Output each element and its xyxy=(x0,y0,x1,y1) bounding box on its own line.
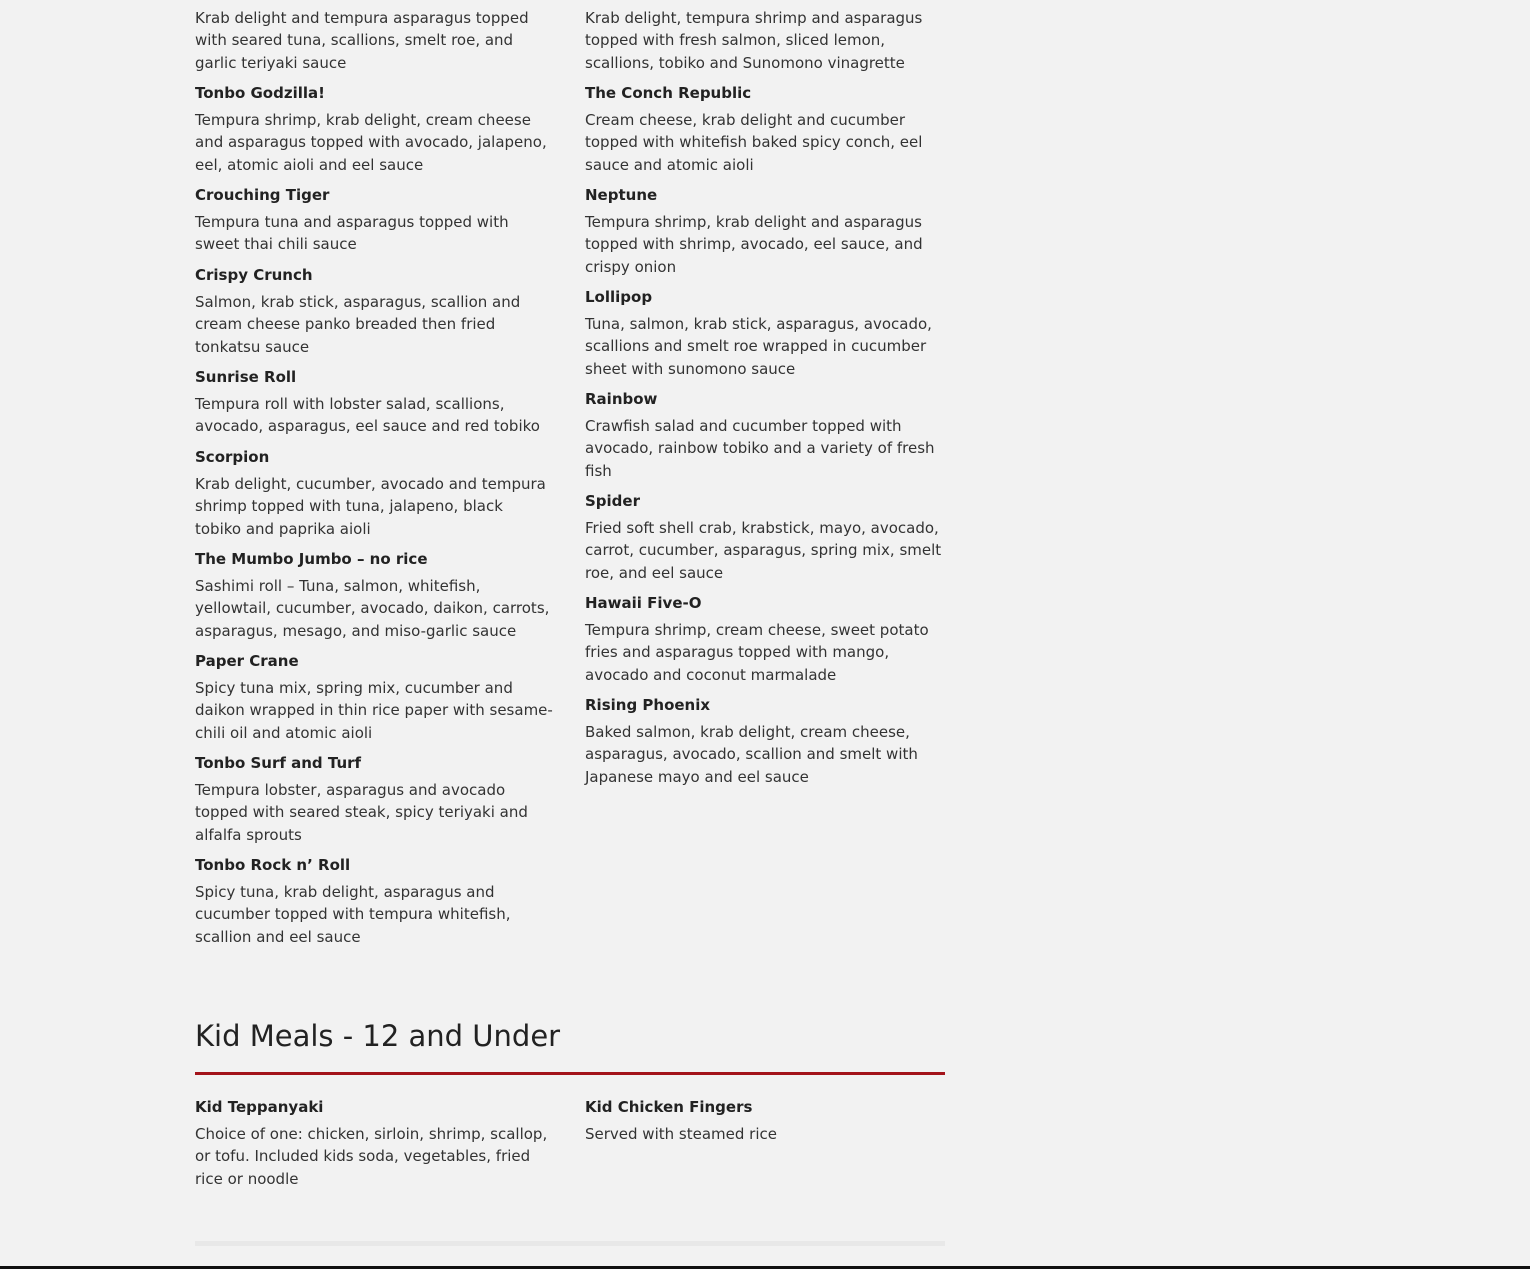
menu-item-name: The Conch Republic xyxy=(585,84,752,102)
menu-item-name: Spider xyxy=(585,492,640,510)
menu-item xyxy=(195,264,553,358)
menu-item-description: Krab delight, cucumber, avocado and tempura shrimp topped with tuna, jalapeno, black tobiko and paprika aioli xyxy=(195,475,546,538)
menu-item-name: Sunrise Roll xyxy=(195,368,297,386)
menu-item-description: Sashimi roll – Tuna, salmon, whitefish, yellowtail, cucumber, avocado, daikon, carrots, asparagus, mesago, and miso-garlic sauce xyxy=(195,577,550,640)
menu-item xyxy=(195,854,553,948)
menu-item xyxy=(585,490,943,584)
menu-item-description: Tempura shrimp, krab delight, cream cheese and asparagus topped with avocado, jalapeno, eel, atomic aioli and eel sauce xyxy=(195,111,547,174)
menu-item-description: Tempura shrimp, krab delight and asparagus topped with shrimp, avocado, eel sauce, and crispy onion xyxy=(585,213,923,276)
menu-item-description: Tempura shrimp, cream cheese, sweet potato fries and asparagus topped with mango, avocado and coconut marmalade xyxy=(585,621,929,684)
menu-item-name: Kid Chicken Fingers xyxy=(585,1098,753,1116)
section-divider xyxy=(195,1072,945,1075)
menu-item xyxy=(195,650,553,744)
menu-item-name: Tonbo Surf and Turf xyxy=(195,754,362,772)
menu-item-name: Paper Crane xyxy=(195,652,299,670)
menu-item-description: Krab delight and tempura asparagus topped with seared tuna, scallions, smelt roe, and garlic teriyaki sauce xyxy=(195,9,529,72)
menu-item xyxy=(585,7,943,74)
menu-item-description: Cream cheese, krab delight and cucumber topped with whitefish baked spicy conch, eel sauce and atomic aioli xyxy=(585,111,923,174)
menu-item xyxy=(585,592,943,686)
menu-item xyxy=(195,7,553,74)
menu-item-description: Krab delight, tempura shrimp and asparagus topped with fresh salmon, sliced lemon, scallions, tobiko and Sunomono vinagrette xyxy=(585,9,923,72)
menu-item xyxy=(195,82,553,176)
menu-item-name: Scorpion xyxy=(195,448,270,466)
menu-item-description: Crawfish salad and cucumber topped with avocado, rainbow tobiko and a variety of fresh fish xyxy=(585,417,935,480)
menu-item-name: Lollipop xyxy=(585,288,653,306)
menu-item-name: Crouching Tiger xyxy=(195,186,330,204)
menu-item-name: Crispy Crunch xyxy=(195,266,313,284)
menu-item xyxy=(195,366,553,438)
menu-item xyxy=(195,446,553,540)
menu-item xyxy=(585,286,943,380)
menu-item xyxy=(195,184,553,256)
menu-item-name: Rising Phoenix xyxy=(585,696,711,714)
menu-item-name: Hawaii Five-O xyxy=(585,594,702,612)
menu-item-description: Fried soft shell crab, krabstick, mayo, avocado, carrot, cucumber, asparagus, spring mix, smelt roe, and eel sauce xyxy=(585,519,942,582)
menu-item-description: Salmon, krab stick, asparagus, scallion and cream cheese panko breaded then fried tonkatsu sauce xyxy=(195,293,521,356)
menu-item xyxy=(195,752,553,846)
menu-item-description: Spicy tuna, krab delight, asparagus and cucumber topped with tempura whitefish, scallion and eel sauce xyxy=(195,883,511,946)
menu-item-name: Rainbow xyxy=(585,390,658,408)
menu-item xyxy=(195,548,553,642)
section-title-kid-meals: Kid Meals - 12 and Under xyxy=(195,1019,561,1053)
menu-item-name: Tonbo Godzilla! xyxy=(195,84,325,102)
menu-item xyxy=(585,184,943,278)
menu-item-description: Tempura roll with lobster salad, scallions, avocado, asparagus, eel sauce and red tobiko xyxy=(195,395,540,436)
menu-item-name: The Mumbo Jumbo – no rice xyxy=(195,550,428,568)
menu-item-description: Tempura lobster, asparagus and avocado topped with seared steak, spicy teriyaki and alfalfa sprouts xyxy=(195,781,528,844)
menu-item-description: Tuna, salmon, krab stick, asparagus, avocado, scallions and smelt roe wrapped in cucumber sheet with sunomono sauce xyxy=(585,315,932,378)
menu-item-description: Tempura tuna and asparagus topped with sweet thai chili sauce xyxy=(195,213,509,254)
menu-item-name: Tonbo Rock n’ Roll xyxy=(195,856,351,874)
footer-divider xyxy=(195,1241,945,1246)
menu-item-description: Baked salmon, krab delight, cream cheese, asparagus, avocado, scallion and smelt with Japanese mayo and eel sauce xyxy=(585,723,918,786)
menu-item xyxy=(195,1096,553,1190)
menu-item-description: Served with steamed rice xyxy=(585,1125,777,1143)
menu-item xyxy=(585,388,943,482)
menu-item xyxy=(585,694,943,788)
menu-item xyxy=(585,1096,943,1145)
menu-item-description: Choice of one: chicken, sirloin, shrimp, scallop, or tofu. Included kids soda, vegetables, fried rice or noodle xyxy=(195,1125,548,1188)
menu-item xyxy=(585,82,943,176)
menu-item-description: Spicy tuna mix, spring mix, cucumber and daikon wrapped in thin rice paper with sesame-chili oil and atomic aioli xyxy=(195,679,553,742)
menu-item-name: Kid Teppanyaki xyxy=(195,1098,324,1116)
menu-item-name: Neptune xyxy=(585,186,658,204)
